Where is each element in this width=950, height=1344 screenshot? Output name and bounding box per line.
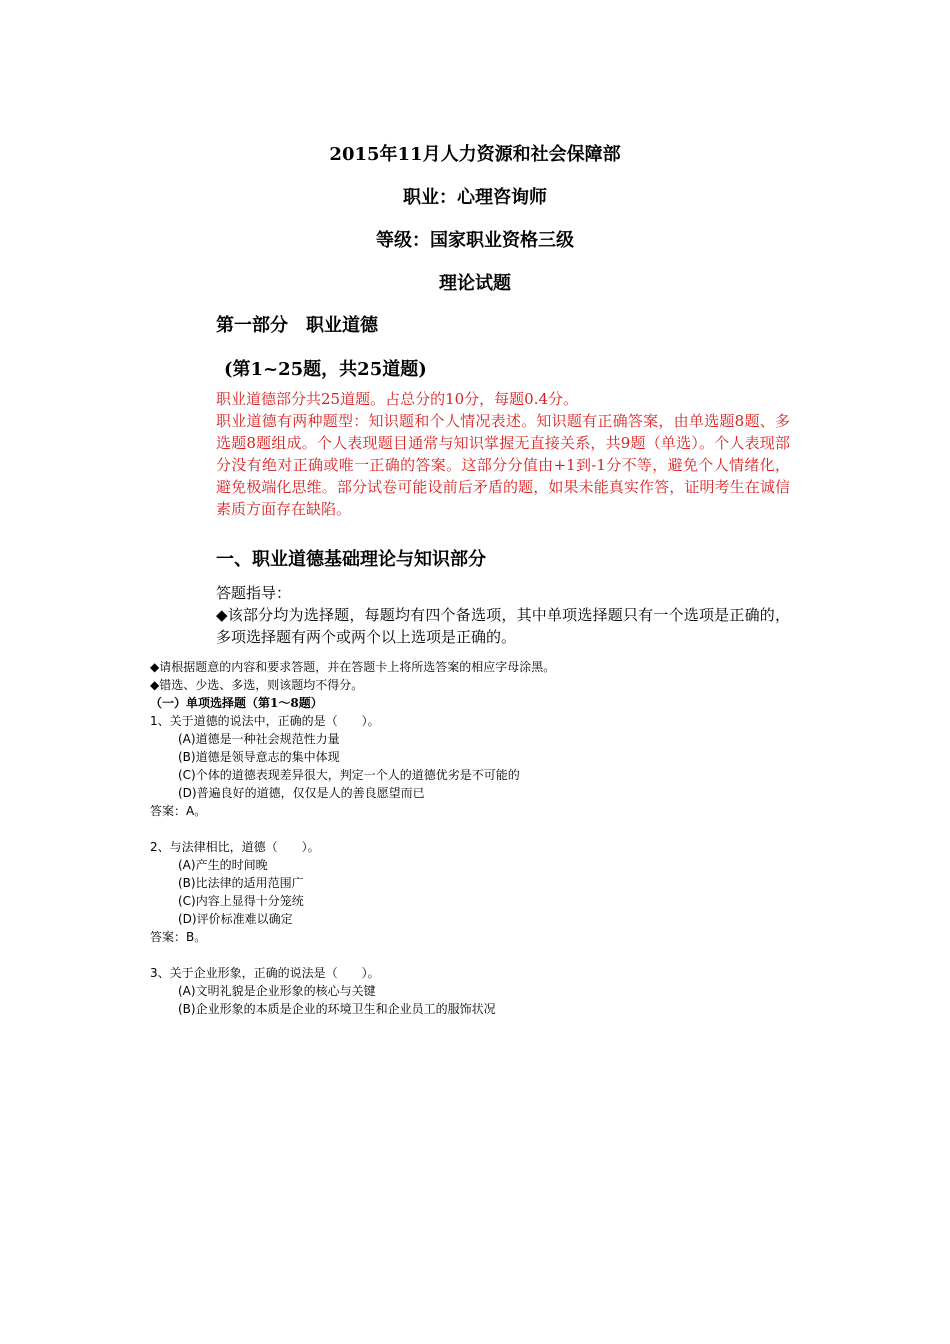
question-option: (C)内容上显得十分笼统 bbox=[178, 894, 304, 908]
question-option: (A)文明礼貌是企业形象的核心与关键 bbox=[178, 984, 376, 998]
question-option: (B)道德是领导意志的集中体现 bbox=[178, 750, 340, 764]
instruction-line: ◆错选、少选、多选，则该题均不得分。 bbox=[150, 678, 364, 692]
note-paragraph: 职业道德有两种题型：知识题和个人情况表述。知识题有正确答案，由单选题8题、多选题8题组成。个人表现题目通常与知识掌握无直接关系，共9题（单选）。个人表现部分没有绝对正确或唯一正确的答案。这部分分值由+1到-1分不等，避免个人情绪化，避免极端化思维。部分试卷可能设前后矛盾的题，如果未能真实作答，证明考生在诚信素质方面存在缺陷。 bbox=[216, 412, 790, 518]
question-stem: 2、与法律相比，道德（ ）。 bbox=[150, 840, 320, 854]
part1-range: (第1~25题，共25道题) bbox=[224, 359, 427, 380]
part1-title: 第一部分 职业道德 bbox=[216, 315, 378, 336]
questions-area bbox=[150, 658, 790, 1018]
guide-text: ◆该部分均为选择题，每题均有四个备选项，其中单项选择题只有一个选项是正确的，多项选择题有两个或两个以上选项是正确的。 bbox=[216, 606, 790, 646]
question-option: (B)比法律的适用范围广 bbox=[178, 876, 304, 890]
question-answer: 答案：A。 bbox=[150, 804, 207, 818]
question-stem: 1、关于道德的说法中，正确的是（ ）。 bbox=[150, 714, 380, 728]
note-paragraph: 职业道德部分共25道题。占总分的10分，每题0.4分。 bbox=[216, 390, 579, 408]
question-option: (C)个体的道德表现差异很大，判定一个人的道德优劣是不可能的 bbox=[178, 768, 520, 782]
question-option: (A)产生的时间晚 bbox=[178, 858, 268, 872]
answer-guide bbox=[216, 582, 790, 648]
question-option: (B)企业形象的本质是企业的环境卫生和企业员工的服饰状况 bbox=[178, 1002, 496, 1016]
question-option: (A)道德是一种社会规范性力量 bbox=[178, 732, 340, 746]
question-option: (D)评价标准难以确定 bbox=[178, 912, 293, 926]
guide-label: 答题指导： bbox=[216, 584, 292, 602]
exam-type-line: 理论试题 bbox=[439, 273, 511, 294]
question-stem: 3、关于企业形象，正确的说法是（ ）。 bbox=[150, 966, 380, 980]
question-option: (D)普遍良好的道德，仅仅是人的善良愿望而已 bbox=[178, 786, 425, 800]
profession-line: 职业：心理咨询师 bbox=[403, 187, 547, 208]
section1-title: 一、职业道德基础理论与知识部分 bbox=[216, 549, 486, 570]
part1-notes bbox=[216, 388, 790, 520]
level-line: 等级：国家职业资格三级 bbox=[376, 230, 574, 251]
subsection-title: （一）单项选择题（第1～8题） bbox=[150, 696, 323, 710]
document-title: 2015年11月人力资源和社会保障部 bbox=[329, 144, 621, 165]
question-answer: 答案：B。 bbox=[150, 930, 207, 944]
instruction-line: ◆请根据题意的内容和要求答题，并在答题卡上将所选答案的相应字母涂黑。 bbox=[150, 660, 556, 674]
